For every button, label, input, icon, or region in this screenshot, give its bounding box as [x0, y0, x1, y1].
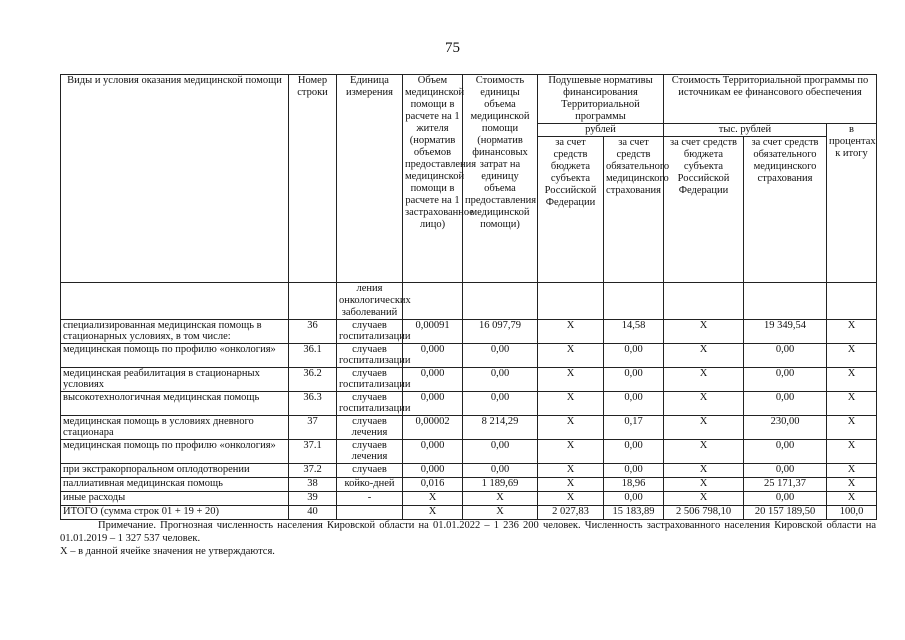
row-budget-thousand: X: [664, 464, 744, 478]
row-oms-thousand: 0,00: [744, 392, 827, 416]
row-budget-thousand: X: [664, 392, 744, 416]
row-unit: койко-дней: [337, 478, 403, 492]
total-row-oms-rub: 15 183,89: [604, 506, 664, 520]
row-percent: X: [827, 416, 877, 440]
row-oms-rub: 0,00: [604, 492, 664, 506]
row-volume: 0,000: [403, 368, 463, 392]
row-unit-cost: 16 097,79: [463, 320, 538, 344]
header-unit: Единица измерения: [337, 75, 403, 283]
total-row-unit-cost: X: [463, 506, 538, 520]
row-oms-rub: 18,96: [604, 478, 664, 492]
header-volume: Объем медицинской помощи в расчете на 1 жителя (норматив объемов предоставления медицинской помощи в расчете на 1 застрахованное лицо): [403, 75, 463, 283]
row-unit: случаев госпитализации: [337, 392, 403, 416]
financing-table: [60, 74, 877, 520]
row-percent: X: [827, 440, 877, 464]
row-unit-cost: 0,00: [463, 344, 538, 368]
row-percent: X: [827, 320, 877, 344]
row-number: 37.2: [289, 464, 337, 478]
row-number: 37.1: [289, 440, 337, 464]
row-budget-rub: X: [538, 478, 604, 492]
row-budget-rub: X: [538, 440, 604, 464]
row-oms-thousand: 0,00: [744, 368, 827, 392]
row-volume: 0,000: [403, 344, 463, 368]
row-unit: случаев лечения: [337, 416, 403, 440]
row-unit-cost: 1 189,69: [463, 478, 538, 492]
header-thousand-rubles: тыс. рублей: [664, 124, 827, 137]
row-budget-thousand: X: [664, 344, 744, 368]
header-rubles: рублей: [538, 124, 664, 137]
table-row: [61, 440, 877, 464]
table-row: [61, 344, 877, 368]
row-unit-cost: X: [463, 492, 538, 506]
row-unit-cost: 0,00: [463, 392, 538, 416]
row-name: медицинская реабилитация в стационарных условиях: [61, 368, 289, 392]
total-row-percent: 100,0: [827, 506, 877, 520]
row-budget-rub: X: [538, 320, 604, 344]
row-volume: 0,016: [403, 478, 463, 492]
row-volume: 0,00091: [403, 320, 463, 344]
header-oms-rub: за счет средств обязательного медицинского страхования: [604, 137, 664, 283]
total-row-budget-thousand: 2 506 798,10: [664, 506, 744, 520]
total-row-number: 40: [289, 506, 337, 520]
total-row-oms-thousand: 20 157 189,50: [744, 506, 827, 520]
row-unit-cost: 0,00: [463, 464, 538, 478]
header-row-1: [61, 75, 877, 124]
row-percent: X: [827, 478, 877, 492]
row-oms-thousand: 25 171,37: [744, 478, 827, 492]
row-oms-thousand: 0,00: [744, 440, 827, 464]
row-volume: 0,00002: [403, 416, 463, 440]
row-oms-thousand: 19 349,54: [744, 320, 827, 344]
row-oms-rub: 0,00: [604, 464, 664, 478]
note-population: Примечание. Прогнозная численность населения Кировской области на 01.01.2022 – 1 236 200 человек. Численность застрахованного населения Кировской области на 01.01.2019 – 1 327 537 человек.: [60, 520, 876, 544]
row-name: при экстракорпоральном оплодотворении: [61, 464, 289, 478]
row-volume: 0,000: [403, 440, 463, 464]
page-number: 75: [445, 40, 460, 56]
header-unit-cost: Стоимость единицы объема медицинской помощи (норматив финансовых затрат на единицу объема предоставления медицинской помощи): [463, 75, 538, 283]
row-name: специализированная медицинская помощь в стационарных условиях, в том числе:: [61, 320, 289, 344]
row-budget-thousand: X: [664, 478, 744, 492]
row-oms-thousand: 0,00: [744, 492, 827, 506]
row-oms-rub: 0,00: [604, 392, 664, 416]
row-name: медицинская помощь в условиях дневного стационара: [61, 416, 289, 440]
header-row-number: Номер строки: [289, 75, 337, 283]
continuation-unit: ления онкологических заболеваний: [337, 283, 403, 320]
row-name: медицинская помощь по профилю «онкология»: [61, 344, 289, 368]
row-oms-rub: 0,17: [604, 416, 664, 440]
row-budget-rub: X: [538, 368, 604, 392]
row-budget-thousand: X: [664, 416, 744, 440]
total-row-budget-rub: 2 027,83: [538, 506, 604, 520]
row-budget-rub: X: [538, 392, 604, 416]
row-unit-cost: 8 214,29: [463, 416, 538, 440]
row-number: 38: [289, 478, 337, 492]
row-oms-thousand: 0,00: [744, 344, 827, 368]
header-oms-thousand: за счет средств обязательного медицинского страхования: [744, 137, 827, 283]
row-number: 39: [289, 492, 337, 506]
header-per-capita-norms: Подушевые нормативы финансирования Территориальной программы: [538, 75, 664, 124]
row-oms-rub: 0,00: [604, 440, 664, 464]
header-percent: в процентах к итогу: [827, 124, 877, 283]
row-name: иные расходы: [61, 492, 289, 506]
row-unit: случаев: [337, 464, 403, 478]
row-number: 36.3: [289, 392, 337, 416]
header-budget-thousand: за счет средств бюджета субъекта Российской Федерации: [664, 137, 744, 283]
row-budget-thousand: X: [664, 492, 744, 506]
row-unit: случаев госпитализации: [337, 344, 403, 368]
row-volume: 0,000: [403, 464, 463, 478]
continuation-row: [61, 283, 877, 320]
row-budget-rub: X: [538, 492, 604, 506]
row-number: 36.2: [289, 368, 337, 392]
row-percent: X: [827, 464, 877, 478]
header-budget-rub: за счет средств бюджета субъекта Российской Федерации: [538, 137, 604, 283]
row-budget-rub: X: [538, 416, 604, 440]
table-row: [61, 464, 877, 478]
table-row: [61, 492, 877, 506]
row-budget-thousand: X: [664, 440, 744, 464]
table-row: [61, 320, 877, 344]
row-name: высокотехнологичная медицинская помощь: [61, 392, 289, 416]
header-program-cost: Стоимость Территориальной программы по источникам ее финансового обеспечения: [664, 75, 877, 124]
row-number: 36: [289, 320, 337, 344]
table-note: [60, 519, 876, 558]
row-budget-rub: X: [538, 344, 604, 368]
row-unit: случаев лечения: [337, 440, 403, 464]
row-unit-cost: 0,00: [463, 368, 538, 392]
header-kind: Виды и условия оказания медицинской помощи: [61, 75, 289, 283]
table-row: [61, 392, 877, 416]
note-x-legend: X – в данной ячейке значения не утверждаются.: [60, 546, 275, 557]
row-oms-thousand: 0,00: [744, 464, 827, 478]
row-volume: X: [403, 492, 463, 506]
total-row-name: ИТОГО (сумма строк 01 + 19 + 20): [61, 506, 289, 520]
row-budget-thousand: X: [664, 368, 744, 392]
table-row: [61, 478, 877, 492]
row-name: медицинская помощь по профилю «онкология»: [61, 440, 289, 464]
row-unit: случаев госпитализации: [337, 320, 403, 344]
row-budget-thousand: X: [664, 320, 744, 344]
row-number: 37: [289, 416, 337, 440]
row-oms-rub: 0,00: [604, 344, 664, 368]
row-oms-rub: 0,00: [604, 368, 664, 392]
total-row-unit: [337, 506, 403, 520]
table-row: [61, 416, 877, 440]
row-percent: X: [827, 368, 877, 392]
row-number: 36.1: [289, 344, 337, 368]
row-oms-thousand: 230,00: [744, 416, 827, 440]
row-unit-cost: 0,00: [463, 440, 538, 464]
table-row: [61, 368, 877, 392]
row-unit: -: [337, 492, 403, 506]
row-percent: X: [827, 392, 877, 416]
row-unit: случаев госпитализации: [337, 368, 403, 392]
total-row: [61, 506, 877, 520]
row-percent: X: [827, 344, 877, 368]
row-oms-rub: 14,58: [604, 320, 664, 344]
row-name: паллиативная медицинская помощь: [61, 478, 289, 492]
total-row-volume: X: [403, 506, 463, 520]
row-volume: 0,000: [403, 392, 463, 416]
row-budget-rub: X: [538, 464, 604, 478]
row-percent: X: [827, 492, 877, 506]
